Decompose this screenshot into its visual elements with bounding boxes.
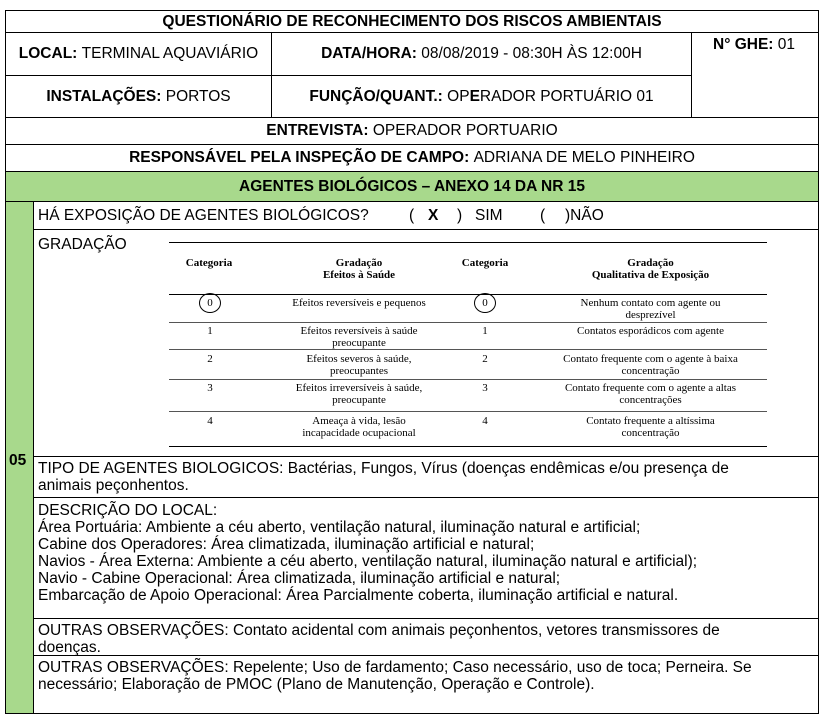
header-categoria-1: Categoria [185,257,233,269]
row1-efeito: Efeitos reversíveis à saúde preocupante [300,325,418,349]
descricao-line-4: Navio - Cabine Operacional: Área climatizada, iluminação artificial e natural; [38,570,561,587]
row3-cat1: 3 [207,382,213,394]
instalacoes-cell [5,75,272,118]
outras2-line1: OUTRAS OBSERVAÇÕES: Repelente; Uso de fardamento; Caso necessário, uso de toca; Perneira. Se [38,659,752,676]
instalacoes-label: INSTALAÇÕES: [46,87,162,105]
header-categoria-2: Categoria [461,257,509,269]
section-number: 05 [9,452,27,469]
row3-exposicao: Contato frequente com o agente a altas concentrações [564,382,737,406]
data-hora-label: DATA/HORA: [321,45,417,62]
exposicao-sim-mark: X [428,207,439,224]
exposicao-sim-label: SIM [475,207,503,224]
entrevista-value: OPERADOR PORTUARIO [372,122,558,139]
section-number-cell [5,201,34,714]
row1-cat2: 1 [482,325,488,337]
entrevista-label: ENTREVISTA: [266,122,369,139]
row2-exposicao: Contato frequente com o agente à baixa concentração [563,353,738,377]
form-title: QUESTIONÁRIO DE RECONHECIMENTO DOS RISCOS AMBIENTAIS [162,12,662,30]
data-hora-cell [271,32,692,76]
row4-efeito: Ameaça à vida, lesão incapacidade ocupacional [302,415,416,439]
header-efeitos: Gradação Efeitos à Saúde [322,257,396,281]
tipo-agentes-line1: TIPO DE AGENTES BIOLOGICOS: Bactérias, Fungos, Vírus (doenças endêmicas e/ou presença de [38,460,729,477]
data-hora-value: 08/08/2019 - 08:30H ÀS 12:00H [421,45,642,62]
row0-exposicao: Nenhum contato com agente ou desprezível [580,297,721,321]
local-value: TERMINAL AQUAVIÁRIO [81,45,259,62]
descricao-line-3: Navios - Área Externa: Ambiente a céu aberto, ventilação natural, iluminação natural e artificial); [38,553,698,570]
entrevista-cell [5,117,819,145]
local-cell [5,32,272,76]
row0-cat2: 0 [482,297,488,309]
ghe-label: N° GHE: [713,36,774,53]
row0-cat1: 0 [207,297,213,309]
ghe-cell [691,32,819,118]
descricao-line-2: Cabine dos Operadores: Área climatizada, iluminação artificial e natural; [38,536,535,553]
exposicao-question: HÁ EXPOSIÇÃO DE AGENTES BIOLÓGICOS? [38,207,369,224]
local-label: LOCAL: [18,45,78,62]
descricao-line-5: Embarcação de Apoio Operacional: Área Parcialmente coberta, iluminação artificial e natural. [38,587,679,604]
outras1-line2: doenças. [38,639,101,656]
descricao-line-1: Área Portuária: Ambiente a céu aberto, ventilação natural, iluminação natural e artificial; [38,519,641,536]
form-title-cell [5,10,819,33]
row1-exposicao: Contatos esporádicos com agente [577,325,724,337]
tipo-agentes-row [33,456,819,498]
tipo-agentes-line2: animais peçonhentos. [38,477,189,494]
outras-observacoes-2-row [33,655,819,714]
header-qualitativa: Gradação Qualitativa de Exposição [591,257,710,281]
gradacao-row [33,229,819,457]
funcao-value: OPERADOR PORTUÁRIO 01 [447,87,654,105]
row2-cat1: 2 [207,353,213,365]
row4-cat2: 4 [482,415,488,427]
descricao-row [33,497,819,619]
responsavel-value: ADRIANA DE MELO PINHEIRO [473,149,695,166]
row4-cat1: 4 [207,415,213,427]
row2-efeito: Efeitos severos à saúde, preocupantes [306,353,412,377]
responsavel-label: RESPONSÁVEL PELA INSPEÇÃO DE CAMPO: [129,149,470,166]
exposicao-row: HÁ EXPOSIÇÃO DE AGENTES BIOLÓGICOS? ( X ) SIM ( )NÃO [33,201,819,230]
ghe-value: 01 [777,36,796,53]
row4-exposicao: Contato frequente a altíssima concentração [586,415,715,439]
row3-efeito: Efeitos irreversíveis à saúde, preocupante [295,382,423,406]
section-header [5,171,819,202]
exposicao-nao-label: NÃO [570,207,604,224]
descricao-line-0: DESCRIÇÃO DO LOCAL: [38,502,218,519]
funcao-cell [271,75,692,118]
outras2-line2: necessário; Elaboração de PMOC (Plano de Manutenção, Operação e Controle). [38,676,595,693]
row0-efeito: Efeitos reversíveis e pequenos [292,297,426,309]
section-title: AGENTES BIOLÓGICOS – ANEXO 14 DA NR 15 [239,177,585,195]
responsavel-cell [5,144,819,172]
funcao-label: FUNÇÃO/QUANT.: [309,87,443,105]
gradation-table [169,242,767,449]
outras1-line1: OUTRAS OBSERVAÇÕES: Contato acidental com animais peçonhentos, vetores transmissores de [38,622,720,639]
row3-cat2: 3 [482,382,488,394]
row1-cat1: 1 [207,325,213,337]
row2-cat2: 2 [482,353,488,365]
outras-observacoes-1-row [33,618,819,656]
gradacao-label: GRADAÇÃO [38,236,127,253]
instalacoes-value: PORTOS [165,87,231,105]
